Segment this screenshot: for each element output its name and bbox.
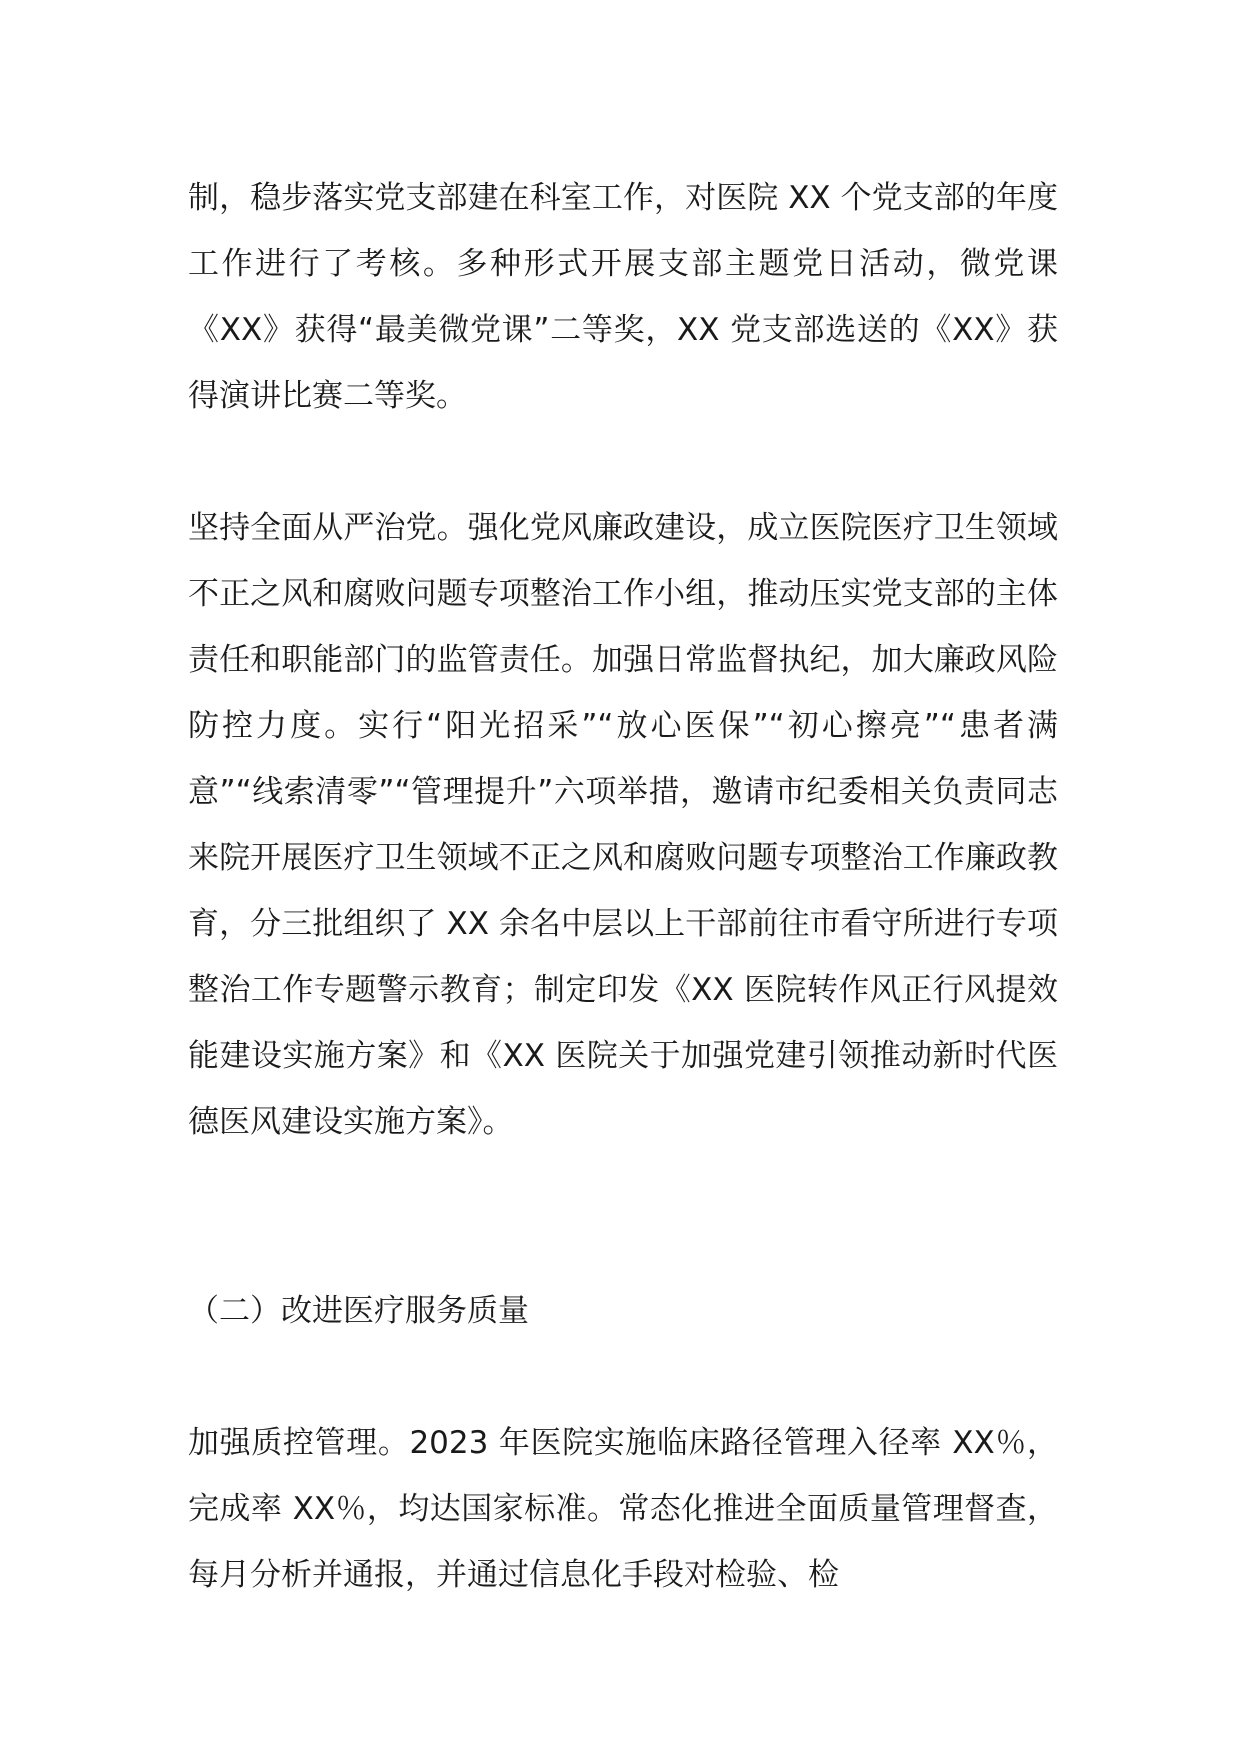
paragraph-party-branch-work: 制，稳步落实党支部建在科室工作，对医院 XX 个党支部的年度工作进行了考核。多种形式开展支部主题党日活动，微党课《XX》获得“最美微党课”二等奖，XX 党支部选送的《XX》获得演讲比赛二等奖。 <box>188 180 1058 414</box>
paragraph-strict-party-governance: 坚持全面从严治党。强化党风廉政建设，成立医院医疗卫生领域不正之风和腐败问题专项整治工作小组，推动压实党支部的主体责任和职能部门的监管责任。加强日常监督执纪，加大廉政风险防控力度。实行“阳光招采”“放心医保”“初心擦亮”“患者满意”“线索清零”“管理提升”六项举措，邀请市纪委相关负责同志来院开展医疗卫生领域不正之风和腐败问题专项整治工作廉政教育，分三批组织了 XX 余名中层以上干部前往市看守所进行专项整治工作专题警示教育；制定印发《XX 医院转作风正行风提效能建设实施方案》和《XX 医院关于加强党建引领推动新时代医德医风建设实施方案》。 <box>188 510 1058 1140</box>
paragraph-quality-control: 加强质控管理。2023 年医院实施临床路径管理入径率 XX％，完成率 XX％，均达国家标准。常态化推进全面质量管理督查，每月分析并通报，并通过信息化手段对检验、检 <box>188 1425 1058 1593</box>
section-heading: （二）改进医疗服务质量 <box>188 1293 529 1329</box>
